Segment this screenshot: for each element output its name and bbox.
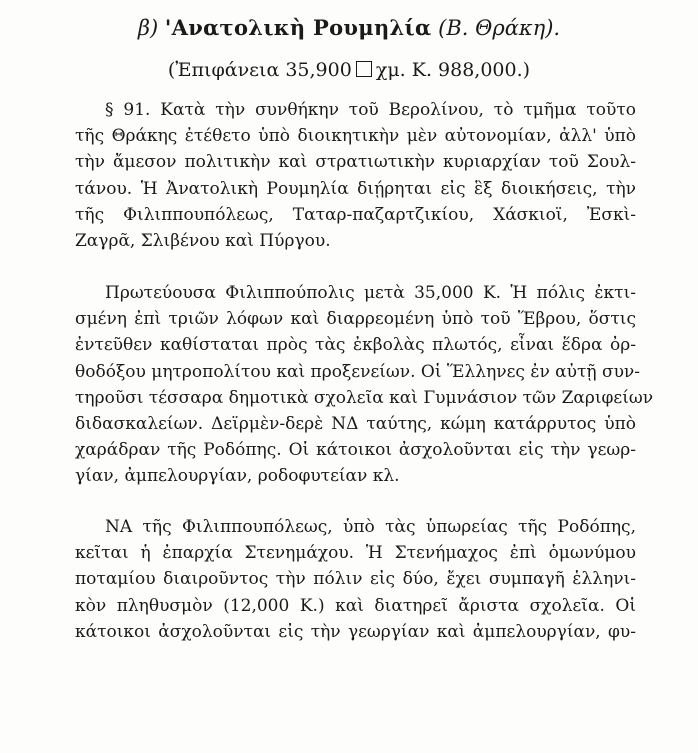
section-title: 'Ανατολικὴ Ρουμηλία — [164, 15, 432, 40]
paragraph-3 — [75, 514, 636, 645]
text-line: τηροῦσι τέσσαρα δημοτικὰ σχολεῖα καὶ Γυμνάσιον τῶν Ζαριφείων — [75, 387, 654, 408]
paragraph-2 — [75, 280, 654, 490]
text-line: τάνου. Ἡ Ἀνατολικὴ Ρουμηλία διῄρηται εἰς ἓξ διοικήσεις, τὴν — [75, 178, 636, 199]
text-line: Πρωτεύουσα Φιλιππούπολις μετὰ 35,000 Κ. Ἡ πόλις ἐκτι- — [105, 283, 636, 303]
text-line: τῆς Θράκης ἐτέθετο ὑπὸ διοικητικὴν μὲν αὐτονομίαν, ἀλλ' ὑπὸ — [75, 126, 636, 147]
text-line: κὸν πληθυσμὸν (12,000 Κ.) καὶ διατηρεῖ ἄριστα σχολεῖα. Οἱ — [75, 595, 636, 616]
area-population-line — [0, 57, 698, 83]
text-line: γίαν, ἀμπελουργίαν, ροδοφυτείαν κλ. — [75, 466, 400, 487]
text-line: τῆς Φιλιππουπόλεως, Ταταρ-παζαρτζικίου, Χάσκιοϊ, Ἐσκὶ- — [75, 204, 636, 225]
paragraph-1 — [75, 97, 636, 254]
text-line: θοδόξου μητροπολίτου καὶ προξενείων. Οἱ Ἕλληνες ἐν αὐτῇ συν- — [75, 361, 641, 382]
text-line: κάτοικοι ἀσχολοῦνται εἰς τὴν γεωργίαν καὶ ἀμπελουργίαν, φυ- — [75, 621, 636, 642]
text-line: διδασκαλείων. Δεϊρμὲν-δερὲ ΝΔ ταύτης, κώμη κατάρρυτος ὑπὸ — [75, 413, 636, 434]
text-line: τὴν ἄμεσον πολιτικὴν καὶ στρατιωτικὴν κυριαρχίαν τοῦ Σουλ- — [75, 152, 636, 173]
section-heading — [0, 14, 698, 42]
text-line: § 91. Κατὰ τὴν συνθήκην τοῦ Βερολίνου, τὸ τμῆμα τοῦτο — [105, 100, 636, 120]
section-marker: β) — [137, 16, 159, 40]
text-line: Ζαγρᾶ, Σλιβένου καὶ Πύργου. — [75, 230, 331, 251]
text-line: κεῖται ἡ ἐπαρχία Στενημάχου. Ἡ Στενήμαχος ἐπὶ ὁμωνύμου — [75, 543, 636, 564]
area-text-after: χμ. Κ. 988,000.) — [375, 59, 531, 81]
area-text-before: (Ἐπιφάνεια 35,900 — [167, 59, 352, 81]
text-line: χαράδραν τῆς Ροδόπης. Οἱ κάτοικοι ἀσχολοῦνται εἰς τὴν γεωρ- — [75, 440, 636, 461]
section-alt-title: (Β. Θράκη). — [438, 16, 561, 40]
text-line: ΝΑ τῆς Φιλιππουπόλεως, ὑπὸ τὰς ὑπωρείας τῆς Ροδόπης, — [105, 517, 636, 537]
text-line: σμένη ἐπὶ τριῶν λόφων καὶ διαρρεομένη ὑπὸ τοῦ Ἕβρου, ὅστις — [75, 309, 636, 330]
square-symbol-icon — [356, 61, 372, 77]
text-line: ἐντεῦθεν καθίσταται πρὸς τὰς ἐκβολὰς πλωτός, εἶναι ἕδρα ὀρ- — [75, 335, 636, 356]
text-line: ποταμίου διαιροῦντος τὴν πόλιν εἰς δύο, ἔχει συμπαγῆ ἑλληνι- — [75, 569, 636, 590]
